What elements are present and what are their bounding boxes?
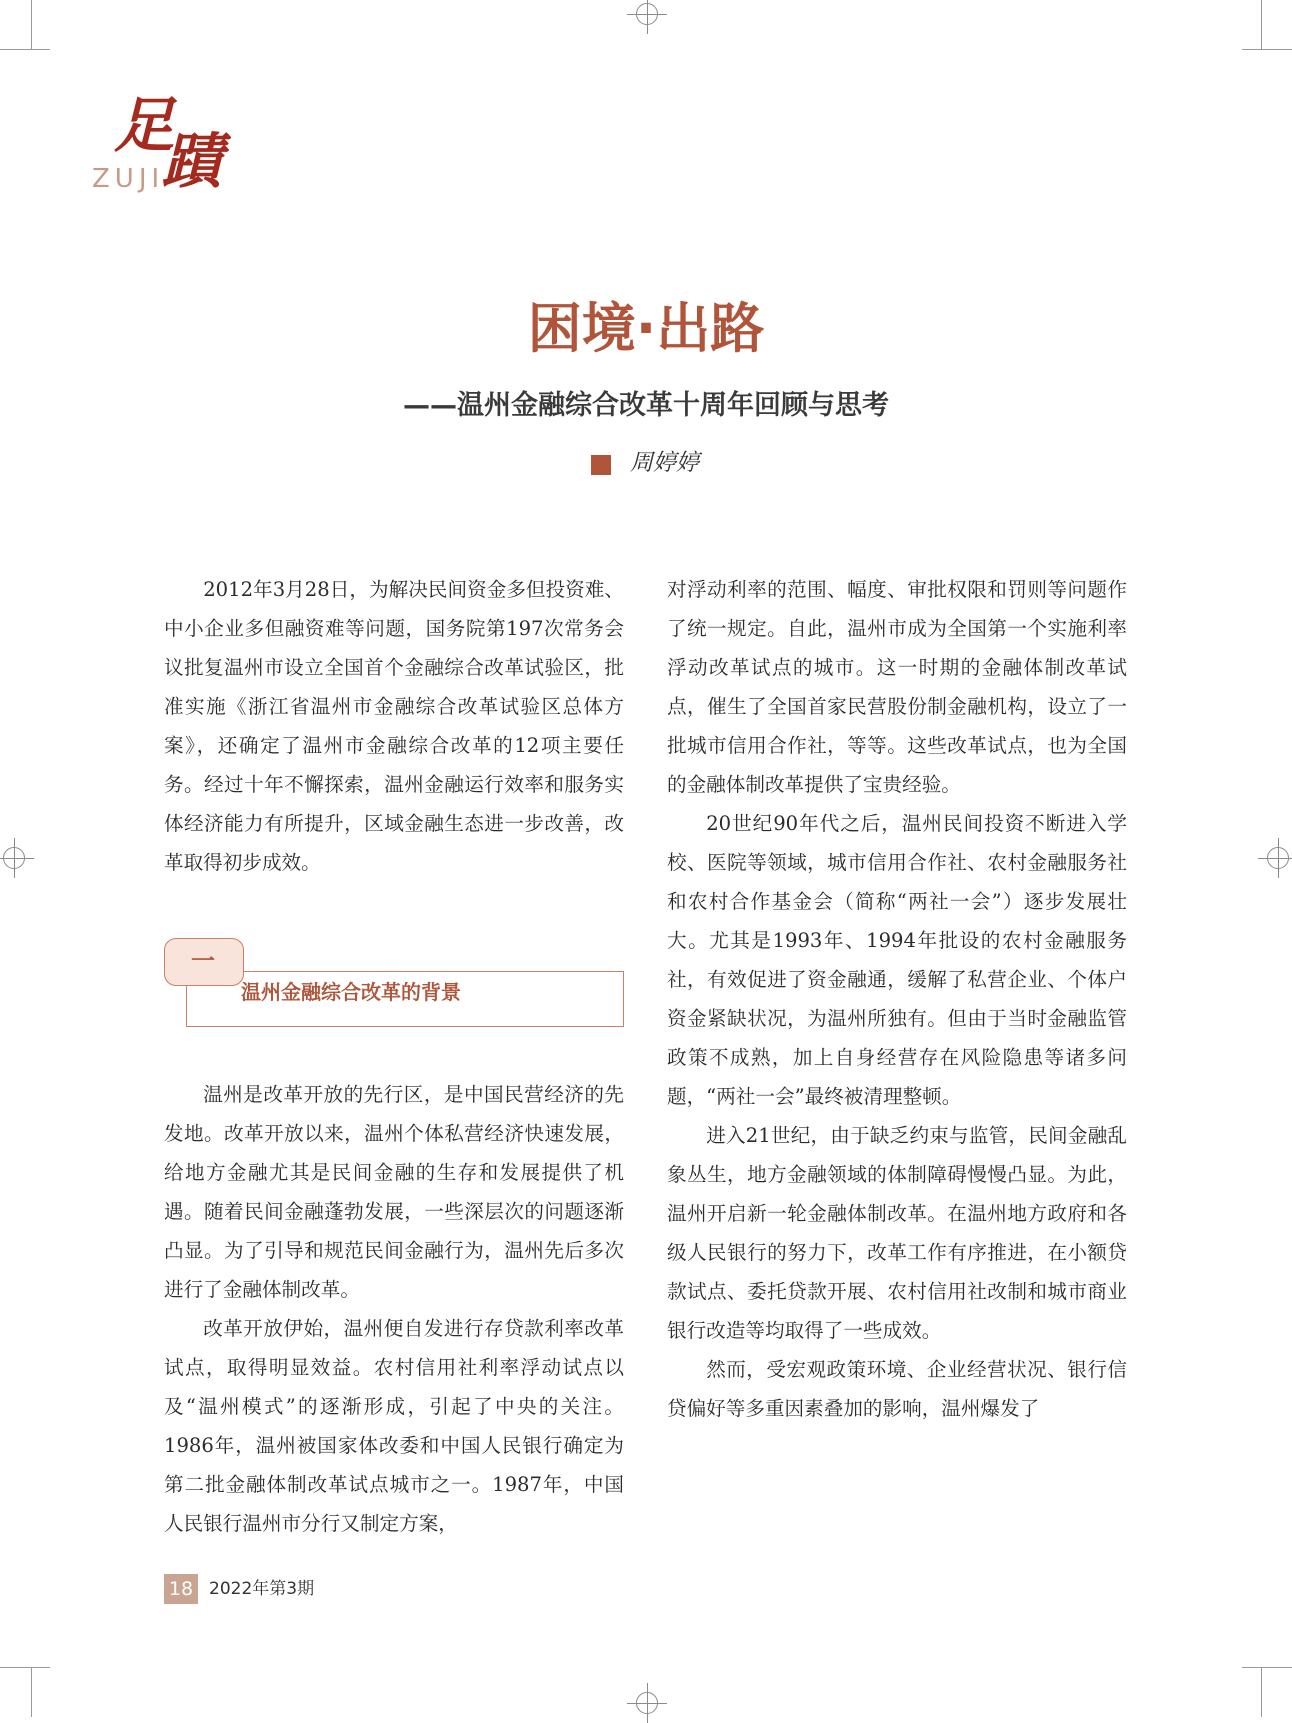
crop-mark bbox=[0, 49, 50, 50]
left-column-body bbox=[164, 1075, 624, 1543]
body-paragraph: 进入21世纪，由于缺乏约束与监管，民间金融乱象丛生，地方金融领域的体制障碍慢慢凸显。为此，温州开启新一轮金融体制改革。在温州地方政府和各级人民银行的努力下，改革工作有序推进，在小额贷款试点、委托贷款开展、农村信用社改制和城市商业银行改造等均取得了一些成效。 bbox=[667, 1124, 1127, 1342]
crop-mark bbox=[1242, 1667, 1292, 1668]
intro-paragraph: 2012年3月28日，为解决民间资金多但投资难、中小企业多但融资难等问题，国务院第197次常务会议批复温州市设立全国首个金融综合改革试验区，批准实施《浙江省温州市金融综合改革试验区总体方案》，还确定了温州市金融综合改革的12项主要任务。经过十年不懈探索，温州金融运行效率和服务实体经济能力有所提升，区域金融生态进一步改善，改革取得初步成效。 bbox=[164, 578, 624, 874]
crop-mark bbox=[1242, 49, 1292, 50]
body-paragraph: 改革开放伊始，温州便自发进行存贷款利率改革试点，取得明显效益。农村信用社利率浮动试点以及“温州模式”的逐渐形成，引起了中央的关注。1986年，温州被国家体改委和中国人民银行确定为第二批金融体制改革试点城市之一。1987年，中国人民银行温州市分行又制定方案， bbox=[164, 1317, 624, 1535]
registration-mark-icon bbox=[627, 0, 667, 34]
registration-mark-icon bbox=[0, 838, 34, 878]
issue-label: 2022年第3期 bbox=[209, 1579, 315, 1599]
logo-latin: ZUJI bbox=[92, 164, 165, 194]
section-number: 一 bbox=[191, 947, 215, 975]
crop-mark bbox=[1261, 0, 1262, 50]
article-title: 困境·出路 bbox=[527, 297, 765, 360]
section-title: 温州金融综合改革的背景 bbox=[241, 980, 461, 1004]
body-paragraph: 然而，受宏观政策环境、企业经营状况、银行信贷偏好等多重因素叠加的影响，温州爆发了 bbox=[667, 1358, 1127, 1420]
crop-mark bbox=[0, 1667, 50, 1668]
article-subtitle: ——温州金融综合改革十周年回顾与思考 bbox=[403, 390, 889, 421]
registration-mark-icon bbox=[627, 1683, 667, 1723]
body-paragraph: 对浮动利率的范围、幅度、审批权限和罚则等问题作了统一规定。自此，温州市成为全国第一个实施利率浮动改革试点的城市。这一时期的金融体制改革试点，催生了全国首家民营股份制金融机构，设立了一批城市信用合作社，等等。这些改革试点，也为全国的金融体制改革提供了宝贵经验。 bbox=[667, 578, 1127, 796]
crop-mark bbox=[31, 1667, 32, 1717]
article-author: 周婷婷 bbox=[630, 450, 699, 476]
logo-char-1: 足 bbox=[114, 91, 174, 161]
crop-mark bbox=[31, 0, 32, 50]
body-paragraph: 20世纪90年代之后，温州民间投资不断进入学校、医院等领域，城市信用合作社、农村金融服务社和农村合作基金会（简称“两社一会”）逐步发展壮大。尤其是1993年、1994年批设的农村金融服务社，有效促进了资金融通，缓解了私营企业、个体户资金紧缺状况，为温州所独有。但由于当时金融监管政策不成熟，加上自身经营存在风险隐患等诸多问题，“两社一会”最终被清理整顿。 bbox=[667, 812, 1127, 1108]
logo-char-2: 蹟 bbox=[162, 127, 222, 197]
right-column-body bbox=[667, 570, 1127, 1428]
registration-mark-icon bbox=[1258, 838, 1292, 878]
left-column-intro bbox=[164, 570, 624, 882]
crop-mark bbox=[1261, 1667, 1262, 1717]
page-number: 18 bbox=[168, 1578, 194, 1600]
body-paragraph: 温州是改革开放的先行区，是中国民营经济的先发地。改革开放以来，温州个体私营经济快速发展，给地方金融尤其是民间金融的生存和发展提供了机遇。随着民间金融蓬勃发展，一些深层次的问题逐渐凸显。为了引导和规范民间金融行为，温州先后多次进行了金融体制改革。 bbox=[164, 1083, 624, 1301]
author-marker bbox=[591, 455, 611, 475]
